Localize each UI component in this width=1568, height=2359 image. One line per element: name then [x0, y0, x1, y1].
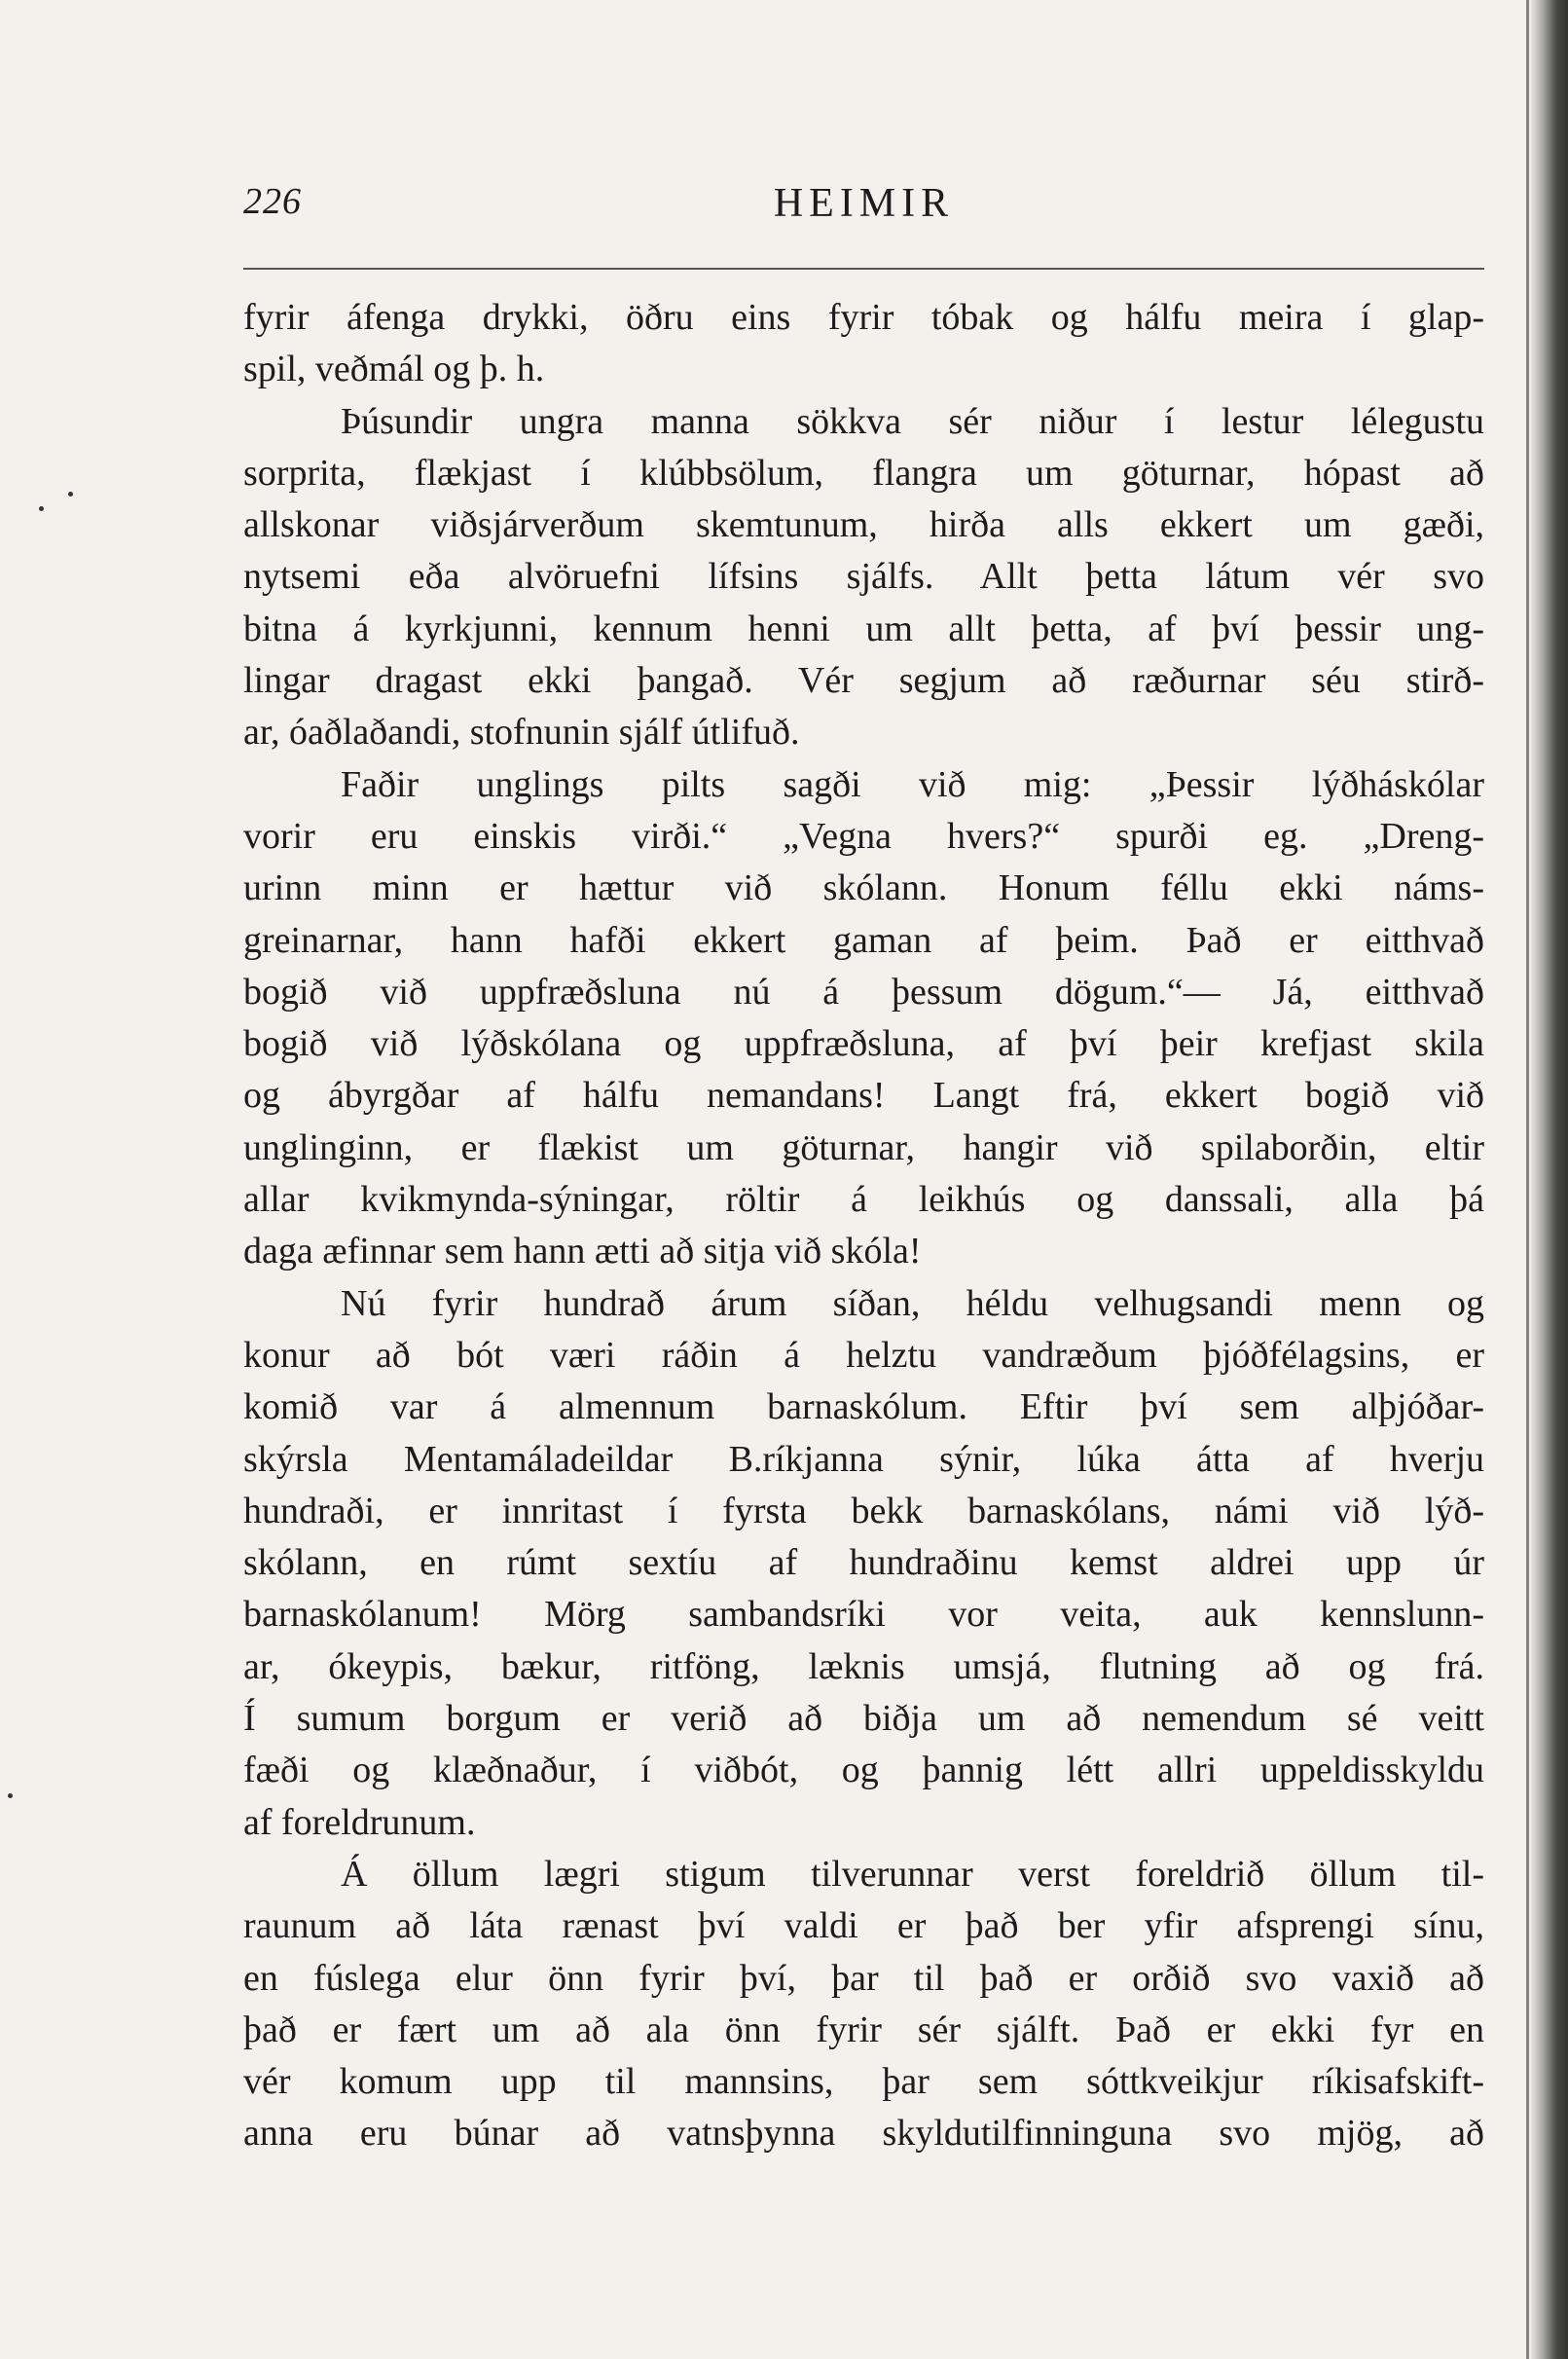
text-line: bogið við lýðskólana og uppfræðsluna, af því þeir krefjast skila	[243, 1023, 1484, 1065]
text-line: Þúsundir ungra manna sökkva sér niður í lestur lélegustu	[341, 400, 1484, 442]
text-line: anna eru búnar að vatnsþynna skyldutilfinninguna svo mjög, að	[243, 2113, 1484, 2155]
text-line: Nú fyrir hundrað árum síðan, héldu velhugsandi menn og	[341, 1282, 1484, 1324]
text-line: skólann, en rúmt sextíu af hundraðinu kemst aldrei upp úr	[243, 1542, 1484, 1584]
text-line: ar, ókeypis, bækur, ritföng, læknis umsjá, flutning að og frá.	[243, 1645, 1484, 1687]
scan-speck	[39, 506, 44, 511]
text-line: lingar dragast ekki þangað. Vér segjum að ræðurnar séu stirð-	[243, 660, 1484, 702]
text-line: raunum að láta rænast því valdi er það ber yfir afsprengi sínu,	[243, 1905, 1484, 1947]
body-text	[243, 292, 1484, 2160]
text-line: fæði og klæðnaður, í viðbót, og þannig létt allri uppeldisskyldu	[243, 1750, 1484, 1791]
text-line: greinarnar, hann hafði ekkert gaman af þeim. Það er eitthvað	[243, 919, 1484, 961]
text-line: bogið við uppfræðsluna nú á þessum dögum.“— Já, eitthvað	[243, 971, 1484, 1013]
text-line: vér komum upp til mannsins, þar sem sóttkveikjur ríkisafskift-	[243, 2061, 1484, 2103]
text-line: allskonar viðsjárverðum skemtunum, hirða alls ekkert um gæði,	[243, 504, 1484, 546]
text-line: vorir eru einskis virði.“ „Vegna hvers?“ spurði eg. „Dreng-	[243, 815, 1484, 857]
text-line: daga æfinnar sem hann ætti að sitja við skóla!	[243, 1231, 922, 1272]
text-line: það er fært um að ala önn fyrir sér sjálft. Það er ekki fyr en	[243, 2009, 1484, 2050]
text-line: komið var á almennum barnaskólum. Eftir því sem alþjóðar-	[243, 1386, 1484, 1428]
text-line: konur að bót væri ráðin á helztu vandræðum þjóðfélagsins, er	[243, 1334, 1484, 1376]
text-line: bitna á kyrkjunni, kennum henni um allt þetta, af því þessir ung-	[243, 608, 1484, 649]
text-line: allar kvikmynda-sýningar, röltir á leikhús og danssali, alla þá	[243, 1179, 1484, 1221]
text-line: spil, veðmál og þ. h.	[243, 349, 545, 390]
running-title: HEIMIR	[773, 181, 955, 226]
text-line: skýrsla Mentamáladeildar B.ríkjanna sýnir, lúka átta af hverju	[243, 1438, 1484, 1480]
text-line: barnaskólanum! Mörg sambandsríki vor veita, auk kennslunn-	[243, 1594, 1484, 1636]
text-line: sorprita, flækjast í klúbbsölum, flangra um göturnar, hópast að	[243, 452, 1484, 494]
text-line: Á öllum lægri stigum tilverunnar verst foreldrið öllum til-	[341, 1853, 1484, 1895]
page-number: 226	[243, 181, 302, 222]
scan-speck	[68, 492, 73, 497]
text-line: fyrir áfenga drykki, öðru eins fyrir tóbak og hálfu meira í glap-	[243, 297, 1484, 338]
text-line: en fúslega elur önn fyrir því, þar til það er orðið svo vaxið að	[243, 1957, 1484, 1999]
text-line: Faðir unglings pilts sagði við mig: „Þessir lýðháskólar	[341, 763, 1484, 805]
text-line: af foreldrunum.	[243, 1801, 476, 1843]
header-rule	[243, 268, 1484, 270]
text-line: unglinginn, er flækist um göturnar, hangir við spilaborðin, eltir	[243, 1126, 1484, 1168]
page-header	[243, 180, 1484, 239]
text-line: og ábyrgðar af hálfu nemandans! Langt frá, ekkert bogið við	[243, 1075, 1484, 1117]
text-line: Í sumum borgum er verið að biðja um að nemendum sé veitt	[243, 1698, 1484, 1740]
text-line: hundraði, er innritast í fyrsta bekk barnaskólans, námi við lýð-	[243, 1490, 1484, 1531]
text-line: urinn minn er hættur við skólann. Honum féllu ekki náms-	[243, 867, 1484, 909]
text-line: nytsemi eða alvöruefni lífsins sjálfs. Allt þetta látum vér svo	[243, 556, 1484, 598]
text-line: ar, óaðlaðandi, stofnunin sjálf útlifuð.	[243, 712, 800, 754]
page-binding-edge	[1529, 0, 1568, 2359]
scan-speck	[8, 1793, 13, 1798]
